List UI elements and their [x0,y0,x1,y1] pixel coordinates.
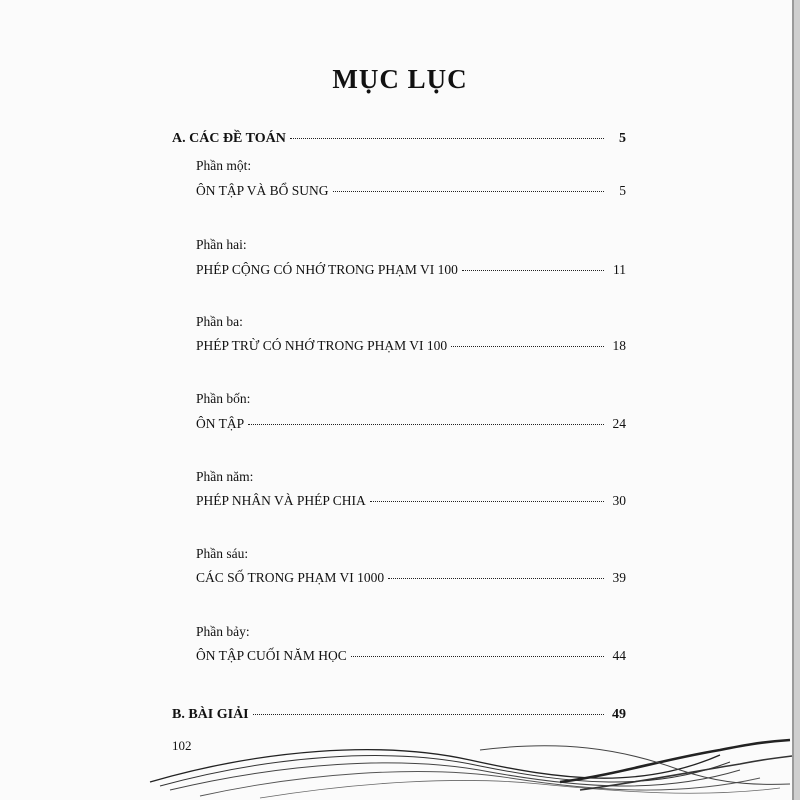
toc-entry-page: 18 [612,338,626,353]
toc-entry-label: PHÉP NHÂN VÀ PHÉP CHIA [196,493,366,508]
leader-dots [290,138,604,139]
toc-entry [196,570,626,586]
toc-entry-a [172,131,626,147]
toc-entry-page: 5 [619,183,626,198]
leader-dots [370,501,604,502]
leader-dots [351,656,604,657]
toc-entry-label: ÔN TẬP [196,416,245,431]
part-heading: Phần ba: [196,314,243,329]
toc-entry [196,648,626,664]
toc-entry-page: 39 [612,570,626,585]
toc-entry-page: 30 [612,493,626,508]
decorative-wave-icon [0,720,800,800]
toc-entry [196,416,626,432]
part-heading: Phần một: [196,158,252,173]
toc-entry [196,493,626,509]
toc-entry-label: A. CÁC ĐỀ TOÁN [172,131,286,146]
toc-entry-page: 11 [613,262,626,277]
toc-entry-label: ÔN TẬP CUỐI NĂM HỌC [196,648,347,663]
toc-entry [196,183,626,199]
toc-entry-label: PHÉP CỘNG CÓ NHỚ TRONG PHẠM VI 100 [196,262,458,277]
part-heading: Phần bốn: [196,391,251,406]
toc-entry-label: CÁC SỐ TRONG PHẠM VI 1000 [196,570,385,585]
page-title: MỤC LỤC [332,64,468,94]
toc-entry-page: 24 [612,416,626,431]
toc-entry-label: B. BÀI GIẢI [172,707,249,722]
leader-dots [462,270,604,271]
leader-dots [388,578,604,579]
toc-entry [196,262,626,278]
leader-dots [248,424,604,425]
toc-entry-label: ÔN TẬP VÀ BỔ SUNG [196,183,329,198]
leader-dots [253,714,604,715]
part-heading: Phần sáu: [196,546,249,561]
leader-dots [451,346,604,347]
part-heading: Phần bảy: [196,624,250,639]
toc-entry [196,338,626,354]
toc-entry-page: 44 [612,648,626,663]
leader-dots [333,191,604,192]
toc-entry-label: PHÉP TRỪ CÓ NHỚ TRONG PHẠM VI 100 [196,338,448,353]
part-heading: Phần năm: [196,469,254,484]
part-heading: Phần hai: [196,237,247,252]
toc-entry-page: 49 [612,707,626,722]
page-edge [794,0,800,800]
toc-entry-page: 5 [619,131,626,146]
page-number: 102 [172,738,192,753]
